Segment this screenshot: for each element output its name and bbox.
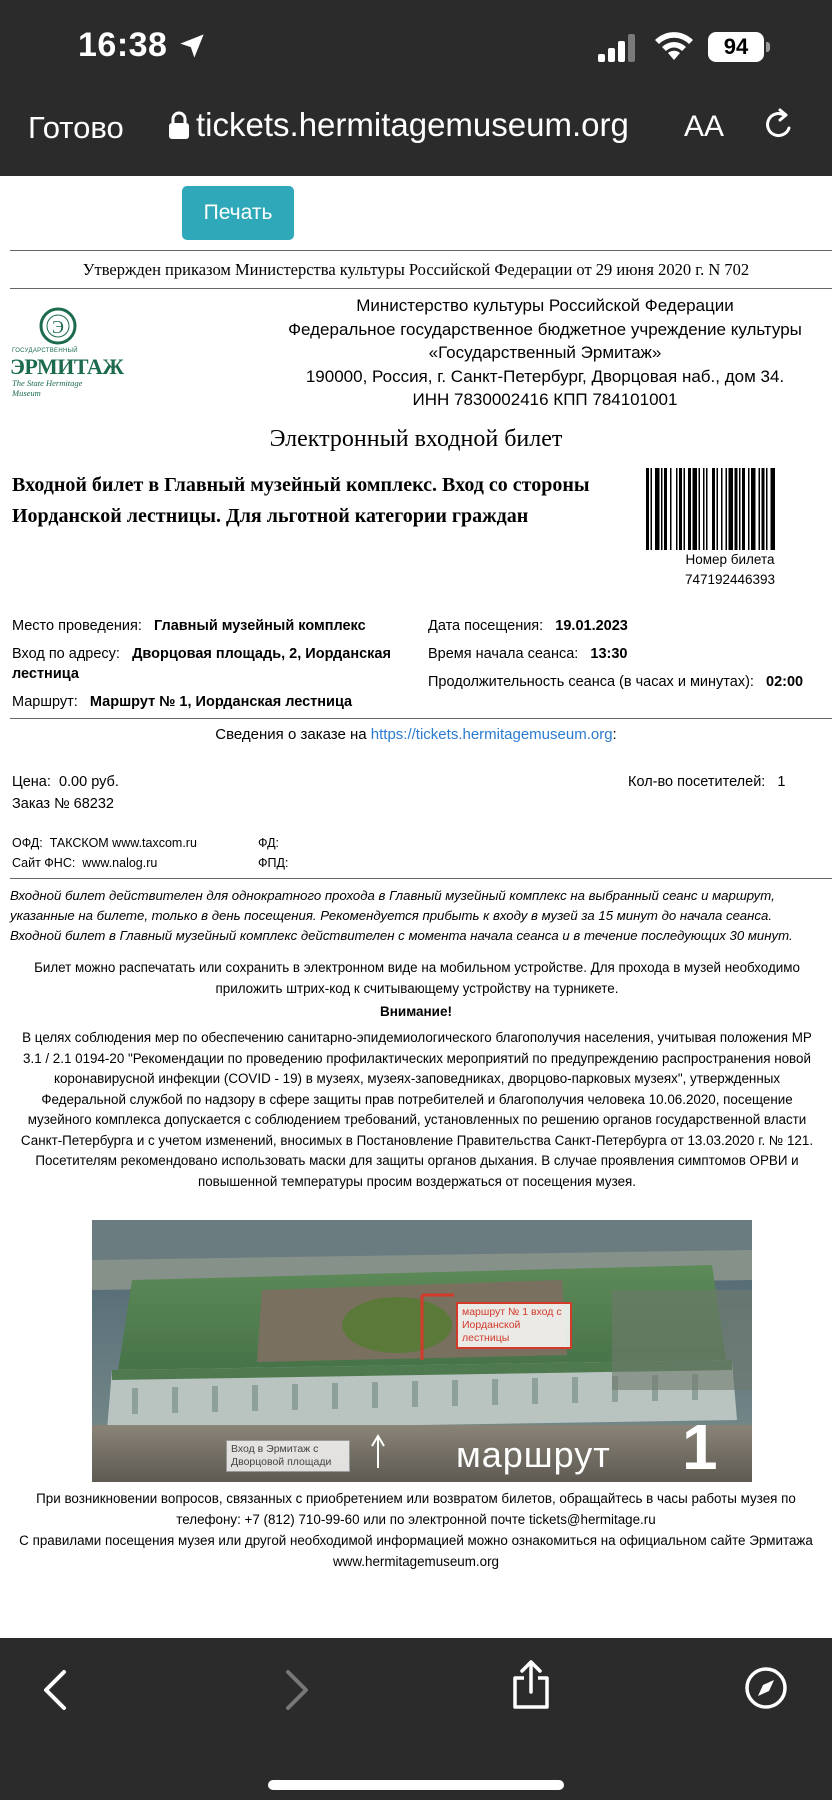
fns-label: Сайт ФНС: — [12, 856, 76, 870]
org-line: «Государственный Эрмитаж» — [428, 343, 662, 362]
org-line: ИНН 7830002416 КПП 784101001 — [412, 390, 678, 409]
status-time: 16:38 — [78, 26, 168, 64]
start-time-label: Время начала сеанса: — [428, 646, 579, 662]
duration-value: 02:00 — [766, 674, 804, 690]
address-value: Дворцовая площадь, 2, Иорданская лестница — [12, 646, 391, 682]
address-row — [12, 644, 412, 684]
start-time-row — [428, 644, 828, 664]
validity-notice: Входной билет действителен для однократного прохода в Главный музейный комплекс на выбранный сеанс и маршрут, указанные на билете, только в день посещения. Рекомендуется прибыть к входу в музей за 15 минут до начала сеанса. Входной билет в Главный музейный комплекс действителен с момента начала сеанса и в течение последующих 30 минут. — [10, 888, 793, 943]
venue-value: Главный музейный комплекс — [154, 618, 366, 634]
visitors-row — [628, 772, 828, 792]
battery-level: 94 — [708, 32, 764, 62]
forward-icon[interactable] — [282, 1668, 312, 1712]
logo-subtitle: The State Hermitage Museum — [12, 378, 83, 398]
battery-icon — [708, 32, 770, 62]
print-notice: Билет можно распечатать или сохранить в электронном виде на мобильном устройстве. Для прохода в музей необходимо приложить штрих-код к считывающему устройству на турникете. — [34, 960, 800, 996]
fns-value: www.nalog.ru — [82, 856, 158, 870]
ofd-label: ОФД: — [12, 836, 43, 850]
document-title: Электронный входной билет — [269, 426, 563, 452]
price-label: Цена: — [12, 774, 51, 790]
done-button[interactable]: Готово — [28, 110, 124, 145]
divider — [10, 288, 832, 289]
venue-row — [12, 616, 432, 636]
price-value: 0.00 руб. — [58, 774, 119, 790]
fd-label: ФД: — [258, 836, 280, 850]
reload-icon[interactable] — [762, 108, 796, 142]
wifi-icon — [652, 30, 696, 62]
route-value: Маршрут № 1, Иорданская лестница — [89, 694, 353, 710]
status-bar — [0, 0, 832, 96]
address-label: Вход по адресу: — [12, 646, 120, 662]
back-icon[interactable] — [40, 1668, 70, 1712]
divider — [10, 718, 832, 719]
footer-contact: При возникновении вопросов, связанных с приобретением или возвратом билетов, обращайтесь в часы работы музея по телефону: +7 (812) 710-99-60 или по электронной почте tickets@hermitage.ru — [36, 1491, 796, 1527]
ofd-value: ТАКСКОМ www.taxcom.ru — [49, 836, 197, 850]
logo-top-text: ГОСУДАРСТВЕННЫЙ — [12, 348, 78, 354]
signal-icon — [598, 34, 638, 62]
route-label: Маршрут: — [12, 694, 78, 710]
route-word: маршрут — [456, 1434, 611, 1475]
share-icon[interactable] — [510, 1660, 552, 1710]
barcode — [646, 468, 814, 550]
approved-by: Утвержден приказом Министерства культуры Российской Федерации от 29 июня 2020 г. N 702 — [82, 260, 750, 279]
logo-name: ЭРМИТАЖ — [10, 354, 124, 379]
print-button[interactable]: Печать — [182, 186, 294, 240]
ticket-name: Входной билет в Главный музейный комплекс. Вход со стороны Иорданской лестницы. Для льготной категории граждан — [12, 474, 590, 527]
visitors-label: Кол-во посетителей: — [628, 774, 766, 790]
entrance-photo-label: Вход в Эрмитаж с Дворцовой площади — [226, 1440, 350, 1472]
visitors-value: 1 — [777, 774, 786, 790]
browser-toolbar — [0, 96, 832, 176]
divider — [10, 250, 832, 251]
hermitage-logo — [10, 304, 124, 398]
order-info-link[interactable]: https://tickets.hermitagemuseum.org — [370, 726, 613, 743]
route-number: 1 — [682, 1411, 718, 1482]
visit-date-label: Дата посещения: — [428, 618, 544, 634]
compass-icon[interactable] — [744, 1666, 788, 1710]
duration-label: Продолжительность сеанса (в часах и минутах): — [428, 674, 754, 690]
hermitage-emblem-icon — [38, 306, 78, 348]
visit-date-value: 19.01.2023 — [555, 618, 628, 634]
route-row — [12, 692, 432, 712]
text-size-button[interactable]: AA — [684, 110, 725, 143]
fns-row — [12, 856, 157, 870]
ofd-row — [12, 836, 197, 850]
venue-label: Место проведения: — [12, 618, 142, 634]
order-info-prefix: Сведения о заказе на — [215, 726, 367, 743]
ticket-number: 747192446393 — [684, 572, 776, 587]
footer — [10, 1488, 822, 1572]
order-number-label: Заказ № — [12, 796, 70, 812]
url-field[interactable]: tickets.hermitagemuseum.org — [196, 106, 629, 143]
svg-text:Э: Э — [52, 317, 64, 337]
divider — [10, 878, 832, 879]
order-number-row — [12, 794, 312, 814]
footer-rules: С правилами посещения музея или другой необходимой информацией можно ознакомиться на официальном сайте Эрмитажа www.hermitagemuseum.org — [19, 1533, 813, 1569]
org-line: Министерство культуры Российской Федерации — [356, 296, 734, 315]
org-line: 190000, Россия, г. Санкт-Петербург, Дворцовая наб., дом 34. — [305, 366, 785, 386]
route-photo-label: маршрут № 1 вход с Иорданской лестницы — [456, 1302, 572, 1349]
route-photo — [92, 1220, 752, 1482]
price-row — [12, 772, 312, 792]
lock-icon — [168, 110, 190, 140]
duration-row — [428, 672, 832, 692]
order-info — [0, 726, 832, 743]
attention-notice: В целях соблюдения мер по обеспечению санитарно-эпидемиологического благополучия населения, учитывая положения МР 3.1 / 2.1 0194-20 "Рекомендации по проведению профилактических мероприятий по предупреждению распространения новой коронавирусной инфекции (COVID - 19) в музеях, музеях-заповедниках, дворцово-парковых музеях", утвержденных Федеральной службой по надзору в сфере защиты прав потребителей и благополучия человека 10.06.2020, посещение музейного комплекса допускается с соблюдением требований, установленных по решению органов государственной власти Санкт-Петербурга и с учетом изменений, вносимых в Постановление Правительства Санкт-Петербурга от 13.03.2020 г. № 121. Посетителям рекомендовано использовать маски для защиты органов дыхания. В случае проявления симптомов ОРВИ и повышенной температуры просим воздержаться от посещения музея. — [20, 1030, 814, 1189]
visit-date-row — [428, 616, 828, 636]
attention-title: Внимание! — [380, 1004, 452, 1019]
ticket-page — [0, 176, 832, 1638]
organization-block — [270, 294, 820, 412]
org-line: Федеральное государственное бюджетное учреждение культуры — [288, 319, 802, 339]
fpd-label: ФПД: — [258, 856, 289, 870]
location-arrow-icon — [178, 32, 206, 60]
browser-bottom-bar — [0, 1638, 832, 1800]
home-indicator — [268, 1780, 564, 1790]
order-info-suffix: : — [612, 726, 617, 743]
start-time-value: 13:30 — [590, 646, 628, 662]
hermitage-aerial-illustration — [92, 1220, 752, 1482]
order-number-value: 68232 — [73, 796, 114, 812]
ticket-number-label: Номер билета — [685, 552, 775, 567]
